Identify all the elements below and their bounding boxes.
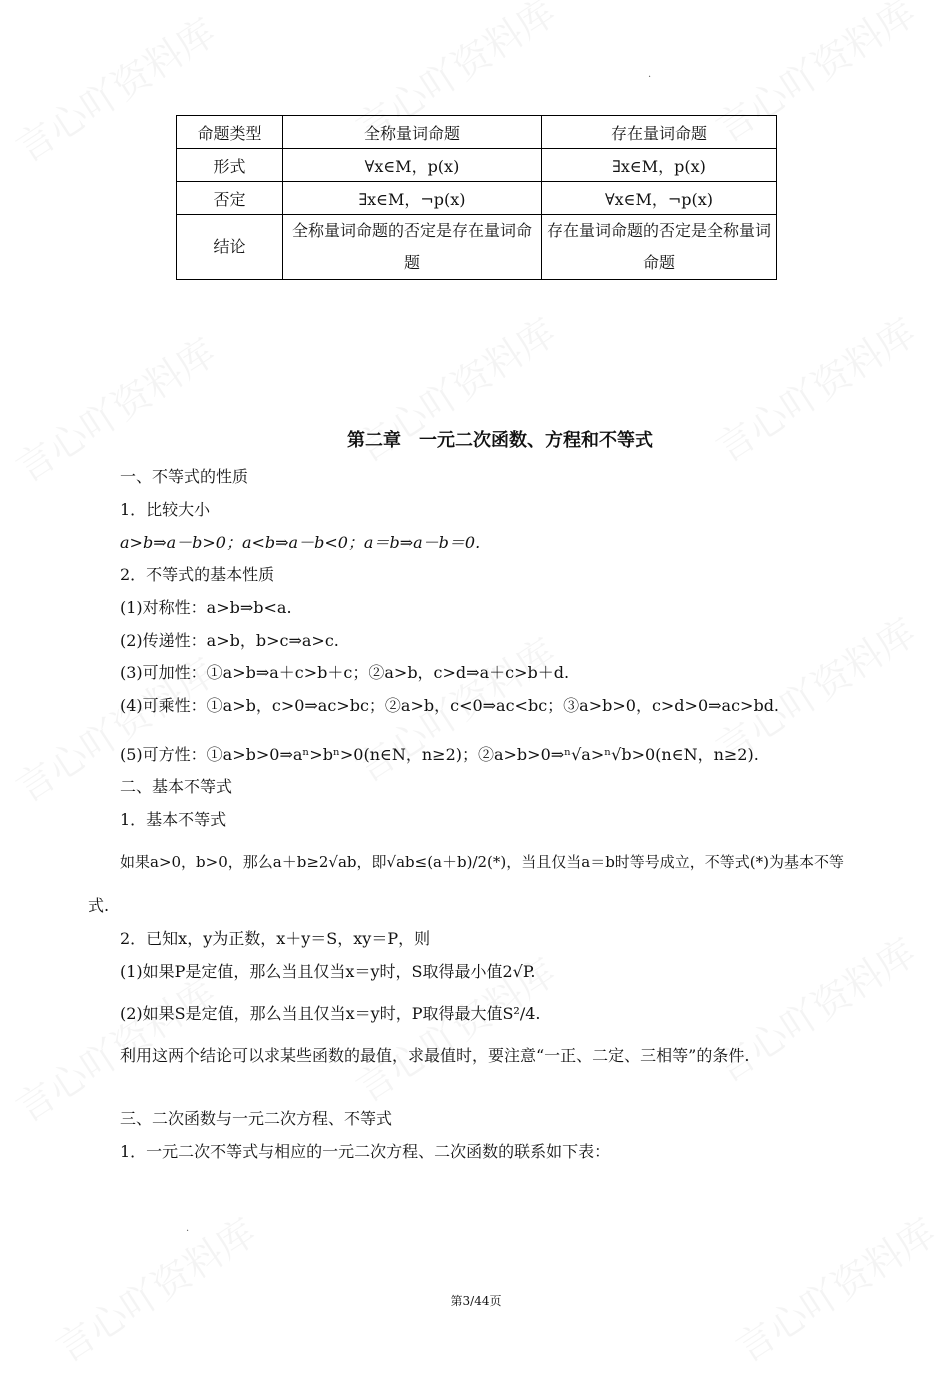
text-line: 利用这两个结论可以求某些函数的最值，求最值时，要注意“一正、二定、三相等”的条件.: [120, 1046, 750, 1065]
watermark: [43, 1202, 264, 1372]
page-speck: ·: [186, 1226, 190, 1237]
subsection-heading: 2．已知x，y为正数，x＋y＝S，xy＝P，则: [120, 929, 431, 948]
text-line: (4)可乘性：①a>b，c>0⇒ac>bc；②a>b，c<0⇒ac<bc；③a>b>0，c>d>0⇒ac>bd.: [120, 696, 780, 715]
table-cell: 存在量词命题的否定是全称量词命题: [542, 215, 777, 280]
text-line: 如果a>0，b>0，那么a＋b≥2√ab，即√ab≤(a＋b)/2(*)，当且仅当a＝b时等号成立，不等式(*)为基本不等: [120, 853, 845, 871]
text-line: (2)如果S是定值，那么当且仅当x＝y时，P取得最大值S²/4.: [120, 1004, 541, 1023]
table-row: [177, 215, 777, 280]
page-speck: ·: [648, 72, 652, 83]
table-cell: 形式: [177, 149, 283, 182]
quantifier-table: [176, 115, 777, 280]
table-cell: ∃x∈M，p(x): [542, 149, 777, 182]
section-heading: 三、二次函数与一元二次方程、不等式: [120, 1109, 393, 1128]
table-cell: 否定: [177, 182, 283, 215]
text-line: (2)传递性：a>b，b>c⇒a>c.: [120, 631, 339, 650]
subsection-heading: 1．基本不等式: [120, 810, 227, 829]
table-header-cell: 存在量词命题: [542, 116, 777, 149]
subsection-heading: 1．比较大小: [120, 500, 211, 519]
text-line: 式.: [88, 896, 110, 915]
text-line: (3)可加性：①a>b⇒a＋c>b＋c；②a>b，c>d⇒a＋c>b＋d.: [120, 663, 570, 682]
table-row: [177, 182, 777, 215]
table-cell: ∀x∈M，p(x): [283, 149, 542, 182]
text-line: (5)可方性：①a>b>0⇒aⁿ>bⁿ>0(n∈N，n≥2)；②a>b>0⇒ⁿ√a>ⁿ√b>0(n∈N，n≥2).: [120, 745, 759, 764]
table-header-row: [177, 116, 777, 149]
text-line: (1)对称性：a>b⇒b<a.: [120, 598, 292, 617]
section-heading: 二、基本不等式: [120, 777, 233, 796]
table-header-cell: 命题类型: [177, 116, 283, 149]
table-cell: 结论: [177, 215, 283, 280]
text-line: (1)如果P是定值，那么当且仅当x＝y时，S取得最小值2√P.: [120, 962, 536, 981]
text-line: 1．一元二次不等式与相应的一元二次方程、二次函数的联系如下表：: [120, 1142, 611, 1161]
watermark: [703, 922, 924, 1092]
table-cell: ∀x∈M，¬p(x): [542, 182, 777, 215]
table-cell: 全称量词命题的否定是存在量词命题: [283, 215, 542, 280]
table-cell: ∃x∈M，¬p(x): [283, 182, 542, 215]
page-number: 第3/44页: [450, 1294, 502, 1308]
chapter-title: 第二章 一元二次函数、方程和不等式: [347, 430, 653, 451]
watermark: [723, 1202, 944, 1372]
subsection-heading: 2．不等式的基本性质: [120, 565, 275, 584]
table-row: [177, 149, 777, 182]
table-header-cell: 全称量词命题: [283, 116, 542, 149]
formula-line: a>b⇒a－b>0；a<b⇒a－b<0；a＝b⇒a－b＝0.: [120, 533, 481, 552]
section-heading: 一、不等式的性质: [120, 467, 249, 486]
